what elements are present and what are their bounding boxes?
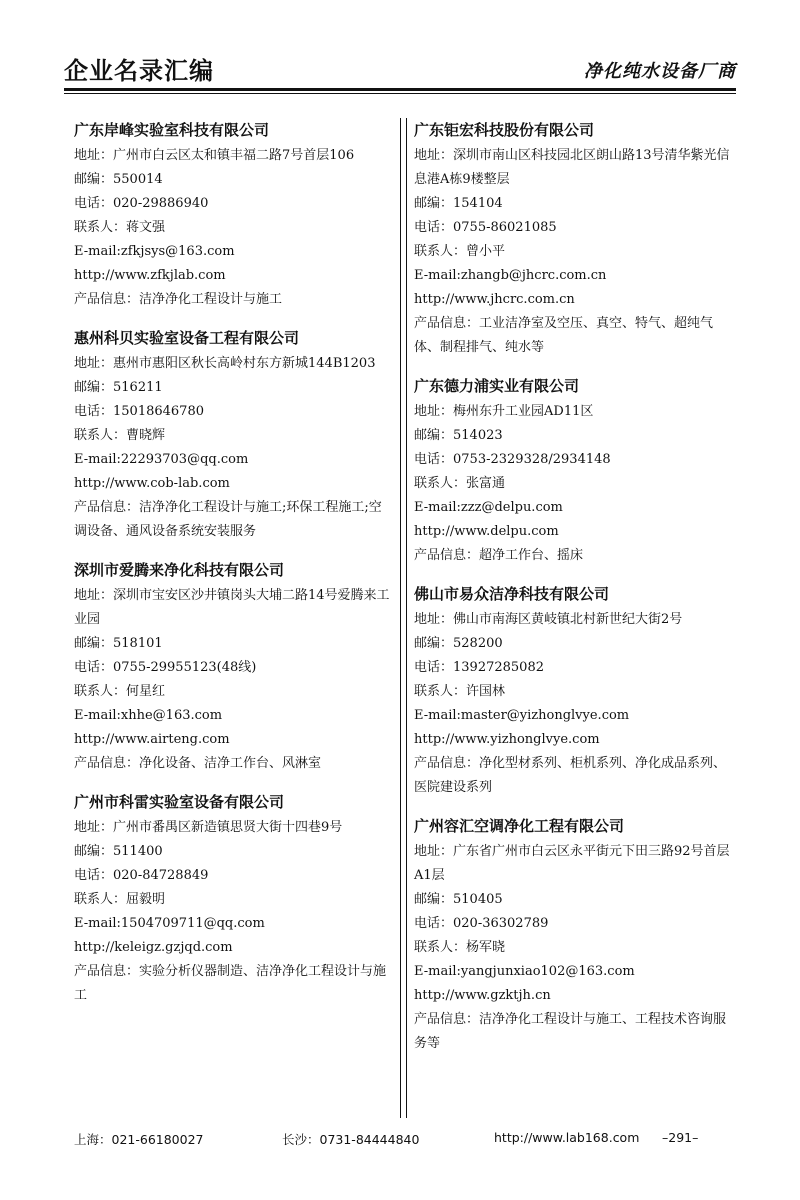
zip-field-label: 邮编： — [74, 636, 114, 651]
contact-field-label: 联系人： — [414, 244, 467, 259]
contact-field-label: 联系人： — [74, 684, 127, 699]
contact-field-label: 联系人： — [74, 220, 127, 235]
phone-field-label: 电话： — [414, 452, 454, 467]
phone-field-value: 020-29886940 — [113, 196, 209, 211]
address-field — [74, 584, 394, 632]
product-field — [414, 752, 734, 800]
address-field-value: 广东省广州市白云区永平街元下田三路92号首层A1层 — [414, 844, 730, 883]
phone-field — [74, 864, 394, 888]
address-field-label: 地址： — [74, 356, 114, 371]
product-field-value: 超净工作台、摇床 — [479, 548, 584, 563]
contact-field-value: 屈毅明 — [126, 892, 166, 907]
phone-field-label: 电话： — [74, 660, 114, 675]
product-field-value: 洁净净化工程设计与施工 — [139, 292, 283, 307]
company-name: 广州容汇空调净化工程有限公司 — [414, 817, 625, 835]
phone-field-value: 13927285082 — [453, 660, 544, 675]
zip-field-value: 516211 — [113, 380, 163, 395]
phone-field-value: 15018646780 — [113, 404, 204, 419]
product-field-value: 实验分析仪器制造、洁净净化工程设计与施工 — [74, 964, 387, 1003]
address-field-value: 佛山市南海区黄岐镇北村新世纪大街2号 — [453, 612, 683, 627]
contact-field-label: 联系人： — [414, 476, 467, 491]
product-field — [414, 1008, 734, 1056]
right-column — [414, 118, 734, 1070]
contact-field-label: 联系人： — [414, 684, 467, 699]
company-name: 深圳市爱腾来净化科技有限公司 — [74, 561, 285, 579]
zip-field-label: 邮编： — [74, 172, 114, 187]
phone-field-label: 电话： — [74, 868, 114, 883]
company-entry — [74, 326, 394, 544]
product-field — [414, 312, 734, 360]
email-field[interactable]: E-mail:22293703@qq.com — [74, 452, 249, 467]
footer-shanghai-phone: 上海：021-66180027 — [74, 1132, 204, 1147]
section-title: 企业名录汇编 — [64, 57, 214, 85]
header-rule-thin — [64, 93, 736, 94]
address-field-label: 地址： — [414, 612, 454, 627]
contact-field — [414, 240, 734, 264]
contact-field — [414, 472, 734, 496]
website-field[interactable]: http://www.cob-lab.com — [74, 476, 230, 491]
website-field[interactable]: http://www.airteng.com — [74, 732, 230, 747]
product-field-value: 工业洁净室及空压、真空、特气、超纯气体、制程排气、纯水等 — [414, 316, 714, 355]
footer-website[interactable]: http://www.lab168.com — [494, 1130, 640, 1145]
address-field-label: 地址： — [414, 148, 454, 163]
company-name: 广东德力浦实业有限公司 — [414, 377, 580, 395]
phone-field-label: 电话： — [74, 196, 114, 211]
company-entry — [414, 118, 734, 360]
phone-field-label: 电话： — [414, 220, 454, 235]
zip-field — [74, 168, 394, 192]
zip-field-value: 510405 — [453, 892, 503, 907]
phone-field-value: 0755-86021085 — [453, 220, 557, 235]
phone-field-value: 0755-29955123(48线) — [113, 660, 257, 675]
email-field[interactable]: E-mail:yangjunxiao102@163.com — [414, 964, 635, 979]
address-field-value: 广州市番禺区新造镇思贤大街十四巷9号 — [113, 820, 343, 835]
address-field — [414, 608, 734, 632]
product-field-label: 产品信息： — [74, 292, 140, 307]
contact-field — [74, 680, 394, 704]
category-title: 净化纯水设备厂商 — [584, 61, 736, 82]
zip-field-value: 511400 — [113, 844, 163, 859]
zip-field-label: 邮编： — [414, 892, 454, 907]
left-column — [74, 118, 394, 1022]
product-field — [414, 544, 734, 568]
email-field[interactable]: E-mail:master@yizhonglvye.com — [414, 708, 630, 723]
address-field — [414, 144, 734, 192]
address-field-value: 梅州东升工业园AD11区 — [453, 404, 594, 419]
product-field — [74, 752, 394, 776]
zip-field-value: 550014 — [113, 172, 163, 187]
zip-field — [414, 888, 734, 912]
company-entry — [414, 582, 734, 800]
zip-field-label: 邮编： — [414, 428, 454, 443]
zip-field-value: 154104 — [453, 196, 503, 211]
header-rule-thick — [64, 88, 736, 91]
company-name: 广东岸峰实验室科技有限公司 — [74, 121, 270, 139]
contact-field — [74, 424, 394, 448]
address-field-label: 地址： — [414, 404, 454, 419]
address-field-value: 惠州市惠阳区秋长高岭村东方新城144B1203 — [113, 356, 376, 371]
product-field-label: 产品信息： — [74, 756, 140, 771]
phone-field — [74, 192, 394, 216]
zip-field — [74, 632, 394, 656]
product-field-label: 产品信息： — [414, 1012, 480, 1027]
website-field[interactable]: http://www.yizhonglvye.com — [414, 732, 600, 747]
contact-field-value: 曹晓辉 — [126, 428, 166, 443]
email-field[interactable]: E-mail:zfkjsys@163.com — [74, 244, 235, 259]
company-entry — [414, 814, 734, 1056]
email-field[interactable]: E-mail:xhhe@163.com — [74, 708, 223, 723]
address-field-value: 广州市白云区太和镇丰福二路7号首层106 — [113, 148, 355, 163]
address-field-label: 地址： — [74, 820, 114, 835]
address-field-value: 深圳市南山区科技园北区朗山路13号清华紫光信息港A栋9楼整层 — [414, 148, 730, 187]
zip-field — [74, 840, 394, 864]
product-field-value: 净化设备、洁净工作台、风淋室 — [139, 756, 322, 771]
contact-field-value: 张富通 — [466, 476, 506, 491]
phone-field-label: 电话： — [414, 916, 454, 931]
product-field-label: 产品信息： — [74, 500, 140, 515]
product-field-label: 产品信息： — [74, 964, 140, 979]
phone-field — [414, 656, 734, 680]
company-entry — [414, 374, 734, 568]
website-field[interactable]: http://www.gzktjh.cn — [414, 988, 551, 1003]
company-entry — [74, 790, 394, 1008]
product-field — [74, 960, 394, 1008]
product-field-label: 产品信息： — [414, 756, 480, 771]
email-field[interactable]: E-mail:1504709711@qq.com — [74, 916, 265, 931]
phone-field-label: 电话： — [414, 660, 454, 675]
phone-field — [74, 400, 394, 424]
website-field[interactable]: http://www.jhcrc.com.cn — [414, 292, 575, 307]
product-field-value: 洁净净化工程设计与施工;环保工程施工;空调设备、通风设备系统安装服务 — [74, 500, 382, 539]
address-field-label: 地址： — [74, 148, 114, 163]
contact-field-label: 联系人： — [74, 428, 127, 443]
company-name: 惠州科贝实验室设备工程有限公司 — [74, 329, 300, 347]
zip-field-label: 邮编： — [74, 380, 114, 395]
company-name: 广州市科雷实验室设备有限公司 — [74, 793, 285, 811]
footer-changsha-phone: 长沙：0731-84444840 — [282, 1132, 420, 1147]
zip-field-value: 518101 — [113, 636, 163, 651]
contact-field-label: 联系人： — [74, 892, 127, 907]
page-number: –291– — [662, 1130, 699, 1145]
phone-field — [414, 912, 734, 936]
phone-field-value: 020-36302789 — [453, 916, 549, 931]
zip-field — [414, 424, 734, 448]
zip-field-value: 514023 — [453, 428, 503, 443]
zip-field — [414, 192, 734, 216]
contact-field-value: 杨军晓 — [466, 940, 506, 955]
company-entry — [74, 118, 394, 312]
contact-field-value: 曾小平 — [466, 244, 506, 259]
website-field[interactable]: http://keleigz.gzjqd.com — [74, 940, 233, 955]
contact-field-label: 联系人： — [414, 940, 467, 955]
address-field — [74, 352, 394, 376]
address-field — [414, 400, 734, 424]
product-field-value: 净化型材系列、柜机系列、净化成品系列、医院建设系列 — [414, 756, 727, 795]
address-field-label: 地址： — [414, 844, 454, 859]
email-field[interactable]: E-mail:zhangb@jhcrc.com.cn — [414, 268, 607, 283]
page-footer — [74, 1130, 714, 1150]
phone-field-label: 电话： — [74, 404, 114, 419]
phone-field — [414, 448, 734, 472]
address-field — [414, 840, 734, 888]
contact-field — [414, 936, 734, 960]
zip-field-label: 邮编： — [414, 636, 454, 651]
product-field — [74, 288, 394, 312]
zip-field — [414, 632, 734, 656]
phone-field — [74, 656, 394, 680]
phone-field-value: 0753-2329328/2934148 — [453, 452, 611, 467]
contact-field-value: 何星红 — [126, 684, 166, 699]
column-divider — [400, 118, 407, 1118]
contact-field-value: 许国林 — [466, 684, 506, 699]
website-field[interactable]: http://www.delpu.com — [414, 524, 559, 539]
product-field-label: 产品信息： — [414, 316, 480, 331]
phone-field-value: 020-84728849 — [113, 868, 209, 883]
zip-field-label: 邮编： — [414, 196, 454, 211]
company-name: 广东钜宏科技股份有限公司 — [414, 121, 595, 139]
address-field-label: 地址： — [74, 588, 114, 603]
product-field-value: 洁净净化工程设计与施工、工程技术咨询服务等 — [414, 1012, 727, 1051]
address-field-value: 深圳市宝安区沙井镇岗头大埔二路14号爱腾来工业园 — [74, 588, 390, 627]
zip-field — [74, 376, 394, 400]
contact-field — [414, 680, 734, 704]
page-header — [64, 40, 736, 86]
contact-field-value: 蒋文强 — [126, 220, 166, 235]
phone-field — [414, 216, 734, 240]
company-entry — [74, 558, 394, 776]
website-field[interactable]: http://www.zfkjlab.com — [74, 268, 226, 283]
address-field — [74, 144, 394, 168]
product-field — [74, 496, 394, 544]
product-field-label: 产品信息： — [414, 548, 480, 563]
contact-field — [74, 888, 394, 912]
address-field — [74, 816, 394, 840]
zip-field-value: 528200 — [453, 636, 503, 651]
zip-field-label: 邮编： — [74, 844, 114, 859]
company-name: 佛山市易众洁净科技有限公司 — [414, 585, 610, 603]
email-field[interactable]: E-mail:zzz@delpu.com — [414, 500, 563, 515]
contact-field — [74, 216, 394, 240]
